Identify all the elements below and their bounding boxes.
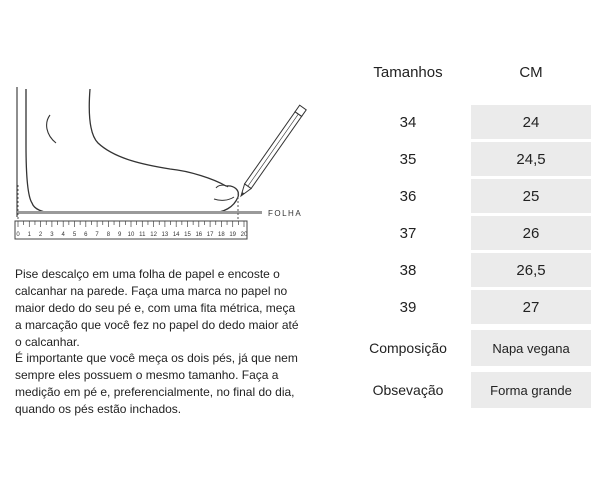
ruler-number: 13 xyxy=(161,232,169,238)
cm-cell-39: 27 xyxy=(471,290,591,324)
composition-label: Composição xyxy=(369,340,447,356)
size-label-36: 36 xyxy=(399,188,417,205)
size-label-39: 39 xyxy=(399,299,417,316)
ruler-number: 2 xyxy=(38,232,43,238)
cm-column-header: CM xyxy=(519,64,543,81)
ruler-number: 5 xyxy=(72,232,77,238)
ruler-number: 19 xyxy=(229,232,237,238)
paper-label: FOLHA xyxy=(268,209,303,218)
ruler-number: 16 xyxy=(195,232,203,238)
cm-cell-36: 25 xyxy=(471,179,591,213)
foot-measurement-illustration xyxy=(10,85,310,245)
ruler-number: 3 xyxy=(50,232,54,238)
ruler-number: 8 xyxy=(106,232,111,238)
instructions-paragraph-1: Pise descalço em uma folha de papel e encoste o calcanhar na parede. Faça uma marca no papel no maior dedo do seu pé e, com uma fita métrica, meça a marcação que você fez no papel do dedo maior até o calcanhar. xyxy=(15,267,299,349)
ruler-number: 7 xyxy=(95,232,99,238)
ruler-number: 0 xyxy=(16,232,20,238)
size-label-34: 34 xyxy=(399,114,417,131)
ruler-number: 6 xyxy=(84,232,88,238)
ruler-number: 14 xyxy=(172,232,180,238)
ruler-number: 17 xyxy=(206,232,214,238)
cm-cell-37: 26 xyxy=(471,216,591,250)
size-label-35: 35 xyxy=(399,151,417,168)
size-label-37: 37 xyxy=(399,225,417,242)
ruler-number: 12 xyxy=(150,232,157,238)
ruler-number: 10 xyxy=(127,232,135,238)
instructions-paragraph-2: É importante que você meça os dois pés, já que nem sempre eles possuem o mesmo tamanho. Faça a medição em pé e, preferencialmente, no final do dia, quando os pés estão inchados. xyxy=(15,351,298,416)
foot-outline-icon xyxy=(26,89,238,213)
ruler-number: 4 xyxy=(61,232,65,238)
ruler-number: 1 xyxy=(27,232,31,238)
ruler-number: 20 xyxy=(240,232,248,238)
ruler-number: 11 xyxy=(139,232,146,238)
cm-cell-35: 24,5 xyxy=(471,142,591,176)
ruler-number: 18 xyxy=(218,232,225,238)
ruler-number: 15 xyxy=(184,232,191,238)
cm-cell-38: 26,5 xyxy=(471,253,591,287)
size-column-header: Tamanhos xyxy=(373,64,443,81)
observation-value: Forma grande xyxy=(471,372,591,408)
composition-value: Napa vegana xyxy=(471,330,591,366)
observation-label: Obsevação xyxy=(372,382,444,398)
size-label-38: 38 xyxy=(399,262,417,279)
pencil-icon xyxy=(238,105,306,198)
paper-sheet xyxy=(18,211,262,214)
cm-cell-34: 24 xyxy=(471,105,591,139)
ruler-number: 9 xyxy=(118,232,122,238)
